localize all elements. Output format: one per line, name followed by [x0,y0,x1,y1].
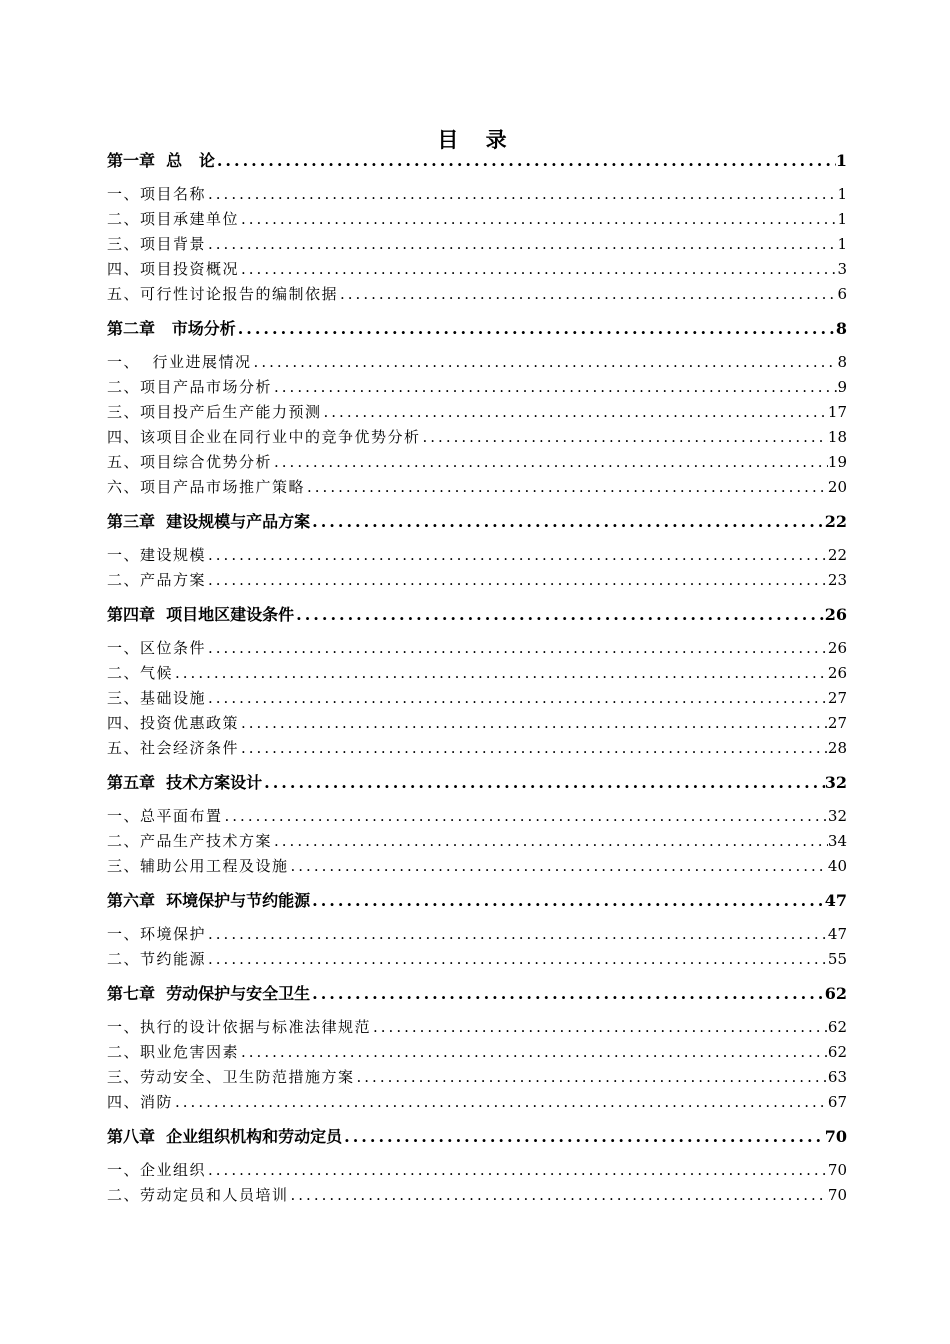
toc-section-entry[interactable] [107,232,847,257]
toc-section-entry[interactable] [107,854,847,879]
toc-page-number: 32 [824,773,847,792]
toc-page-number: 3 [837,260,847,278]
toc-page-number: 1 [837,210,847,228]
toc-page-number: 8 [835,319,847,338]
toc-section-entry[interactable] [107,568,847,593]
toc-entry-label: 一、建设规模 [107,546,207,564]
toc-entry-label: 六、项目产品市场推广策略 [107,478,306,496]
toc-entry-label: 二、产品生产技术方案 [107,832,273,850]
toc-chapter-entry[interactable] [107,981,847,1006]
toc-dot-leader [310,888,825,913]
toc-entry-label: 一、 行业进展情况 [107,353,252,371]
toc-entry-label: 三、项目背景 [107,235,207,253]
toc-section-entry[interactable] [107,400,847,425]
toc-page-number: 32 [827,807,847,825]
toc-page-number: 27 [827,689,847,707]
toc-entry-label: 第六章 环境保护与节约能源 [107,891,311,910]
toc-page-number: 70 [827,1186,847,1204]
toc-section-entry[interactable] [107,543,847,568]
toc-entry-label: 第五章 技术方案设计 [107,773,263,792]
toc-chapter-entry[interactable] [107,148,847,173]
toc-page-number: 1 [835,151,847,170]
toc-entry-label: 三、项目投产后生产能力预测 [107,403,322,421]
toc-entry-label: 二、气候 [107,664,174,682]
toc-page-number: 34 [827,832,847,850]
toc-entry-label: 二、项目产品市场分析 [107,378,273,396]
toc-dot-leader [262,770,825,795]
toc-dot-leader [206,182,837,207]
toc-section-entry[interactable] [107,1158,847,1183]
toc-chapter-entry[interactable] [107,770,847,795]
toc-page-number: 62 [824,984,847,1003]
toc-page-number: 70 [827,1161,847,1179]
toc-page-number: 70 [824,1127,847,1146]
toc-section-entry[interactable] [107,475,847,500]
toc-section-entry[interactable] [107,947,847,972]
toc-entry-label: 五、社会经济条件 [107,739,240,757]
toc-dot-leader [206,947,828,972]
toc-dot-leader [355,1065,828,1090]
toc-page-number: 1 [837,185,847,203]
toc-page-number: 17 [827,403,847,421]
toc-entry-label: 四、投资优惠政策 [107,714,240,732]
toc-dot-leader [206,636,828,661]
toc-page-number: 26 [827,639,847,657]
toc-page-number: 47 [824,891,847,910]
toc-section-entry[interactable] [107,661,847,686]
toc-entry-label: 一、项目名称 [107,185,207,203]
toc-section-entry[interactable] [107,1183,847,1208]
toc-section-entry[interactable] [107,282,847,307]
toc-page-number: 18 [827,428,847,446]
toc-section-entry[interactable] [107,804,847,829]
toc-page-number: 6 [837,285,847,303]
toc-page-number: 47 [827,925,847,943]
toc-section-entry[interactable] [107,1015,847,1040]
toc-section-entry[interactable] [107,736,847,761]
toc-entry-label: 二、职业危害因素 [107,1043,240,1061]
toc-section-entry[interactable] [107,686,847,711]
toc-dot-leader [206,232,837,257]
toc-page-number: 62 [827,1043,847,1061]
toc-entry-label: 第七章 劳动保护与安全卫生 [107,984,311,1003]
toc-dot-leader [239,711,828,736]
toc-entry-label: 五、可行性讨论报告的编制依据 [107,285,339,303]
toc-entry-label: 四、该项目企业在同行业中的竞争优势分析 [107,428,421,446]
toc-page-number: 26 [827,664,847,682]
toc-dot-leader [206,922,828,947]
toc-page-number: 9 [837,378,847,396]
toc-page-number: 63 [827,1068,847,1086]
toc-section-entry[interactable] [107,922,847,947]
toc-page-number: 8 [837,353,847,371]
toc-title: 目 录 [437,127,517,152]
toc-dot-leader [239,1040,828,1065]
toc-dot-leader [206,686,828,711]
toc-page-number: 23 [827,571,847,589]
toc-dot-leader [206,543,828,568]
toc-dot-leader [289,854,828,879]
toc-dot-leader [289,1183,828,1208]
toc-entry-label: 一、环境保护 [107,925,207,943]
toc-entry-label: 第一章 总 论 [107,151,215,170]
toc-page-number: 20 [827,478,847,496]
toc-dot-leader [294,602,825,627]
toc-dot-leader [206,1158,828,1183]
toc-section-entry[interactable] [107,636,847,661]
toc-dot-leader [342,1124,825,1149]
toc-entry-label: 第三章 建设规模与产品方案 [107,512,311,531]
toc-section-entry[interactable] [107,829,847,854]
toc-page-number: 1 [837,235,847,253]
toc-dot-leader [272,829,828,854]
toc-entry-label: 二、劳动定员和人员培训 [107,1186,289,1204]
toc-section-entry[interactable] [107,182,847,207]
toc-page-number: 22 [827,546,847,564]
toc-section-entry[interactable] [107,375,847,400]
toc-page-number: 27 [827,714,847,732]
toc-chapter-entry[interactable] [107,1124,847,1149]
toc-entry-label: 三、辅助公用工程及设施 [107,857,289,875]
toc-section-entry[interactable] [107,711,847,736]
toc-entry-label: 二、节约能源 [107,950,207,968]
toc-dot-leader [215,148,836,173]
toc-entry-label: 第八章 企业组织机构和劳动定员 [107,1127,343,1146]
toc-dot-leader [421,425,828,450]
toc-page-number: 55 [827,950,847,968]
toc-section-entry[interactable] [107,1065,847,1090]
toc-section-entry[interactable] [107,450,847,475]
toc-dot-leader [252,350,838,375]
toc-entry-label: 一、区位条件 [107,639,207,657]
toc-dot-leader [239,207,837,232]
toc-dot-leader [322,400,828,425]
toc-dot-leader [338,282,837,307]
toc-chapter-entry[interactable] [107,316,847,341]
toc-page-number: 22 [824,512,847,531]
toc-section-entry[interactable] [107,207,847,232]
toc-section-entry[interactable] [107,350,847,375]
toc-dot-leader [173,1090,828,1115]
toc-page-number: 67 [827,1093,847,1111]
toc-section-entry[interactable] [107,1040,847,1065]
toc-dot-leader [206,568,828,593]
toc-page-number: 62 [827,1018,847,1036]
toc-entry-label: 二、产品方案 [107,571,207,589]
toc-entry-label: 第四章 项目地区建设条件 [107,605,295,624]
toc-entry-label: 一、企业组织 [107,1161,207,1179]
toc-entry-label: 二、项目承建单位 [107,210,240,228]
toc-dot-leader [305,475,828,500]
toc-entry-label: 一、总平面布置 [107,807,223,825]
toc-page-number: 28 [827,739,847,757]
toc-section-entry[interactable] [107,1090,847,1115]
toc-dot-leader [236,316,836,341]
toc-section-entry[interactable] [107,425,847,450]
toc-entry-label: 五、项目综合优势分析 [107,453,273,471]
toc-entry-label: 三、基础设施 [107,689,207,707]
toc-dot-leader [239,736,828,761]
toc-dot-leader [173,661,828,686]
toc-dot-leader [272,450,828,475]
toc-entry-label: 三、劳动安全、卫生防范措施方案 [107,1068,355,1086]
toc-chapter-entry[interactable] [107,509,847,534]
toc-section-entry[interactable] [107,257,847,282]
toc-entry-label: 一、执行的设计依据与标准法律规范 [107,1018,372,1036]
toc-dot-leader [371,1015,828,1040]
toc-page-number: 40 [827,857,847,875]
toc-page-number: 26 [824,605,847,624]
toc-dot-leader [272,375,837,400]
toc-entry-label: 第二章 市场分析 [107,319,236,338]
toc-chapter-entry[interactable] [107,888,847,913]
toc-entry-label: 四、项目投资概况 [107,260,240,278]
toc-dot-leader [239,257,837,282]
toc-page-number: 19 [827,453,847,471]
toc-dot-leader [310,981,825,1006]
toc-dot-leader [223,804,828,829]
toc-entry-label: 四、消防 [107,1093,174,1111]
toc-list [107,148,847,1208]
toc-chapter-entry[interactable] [107,602,847,627]
toc-dot-leader [310,509,825,534]
